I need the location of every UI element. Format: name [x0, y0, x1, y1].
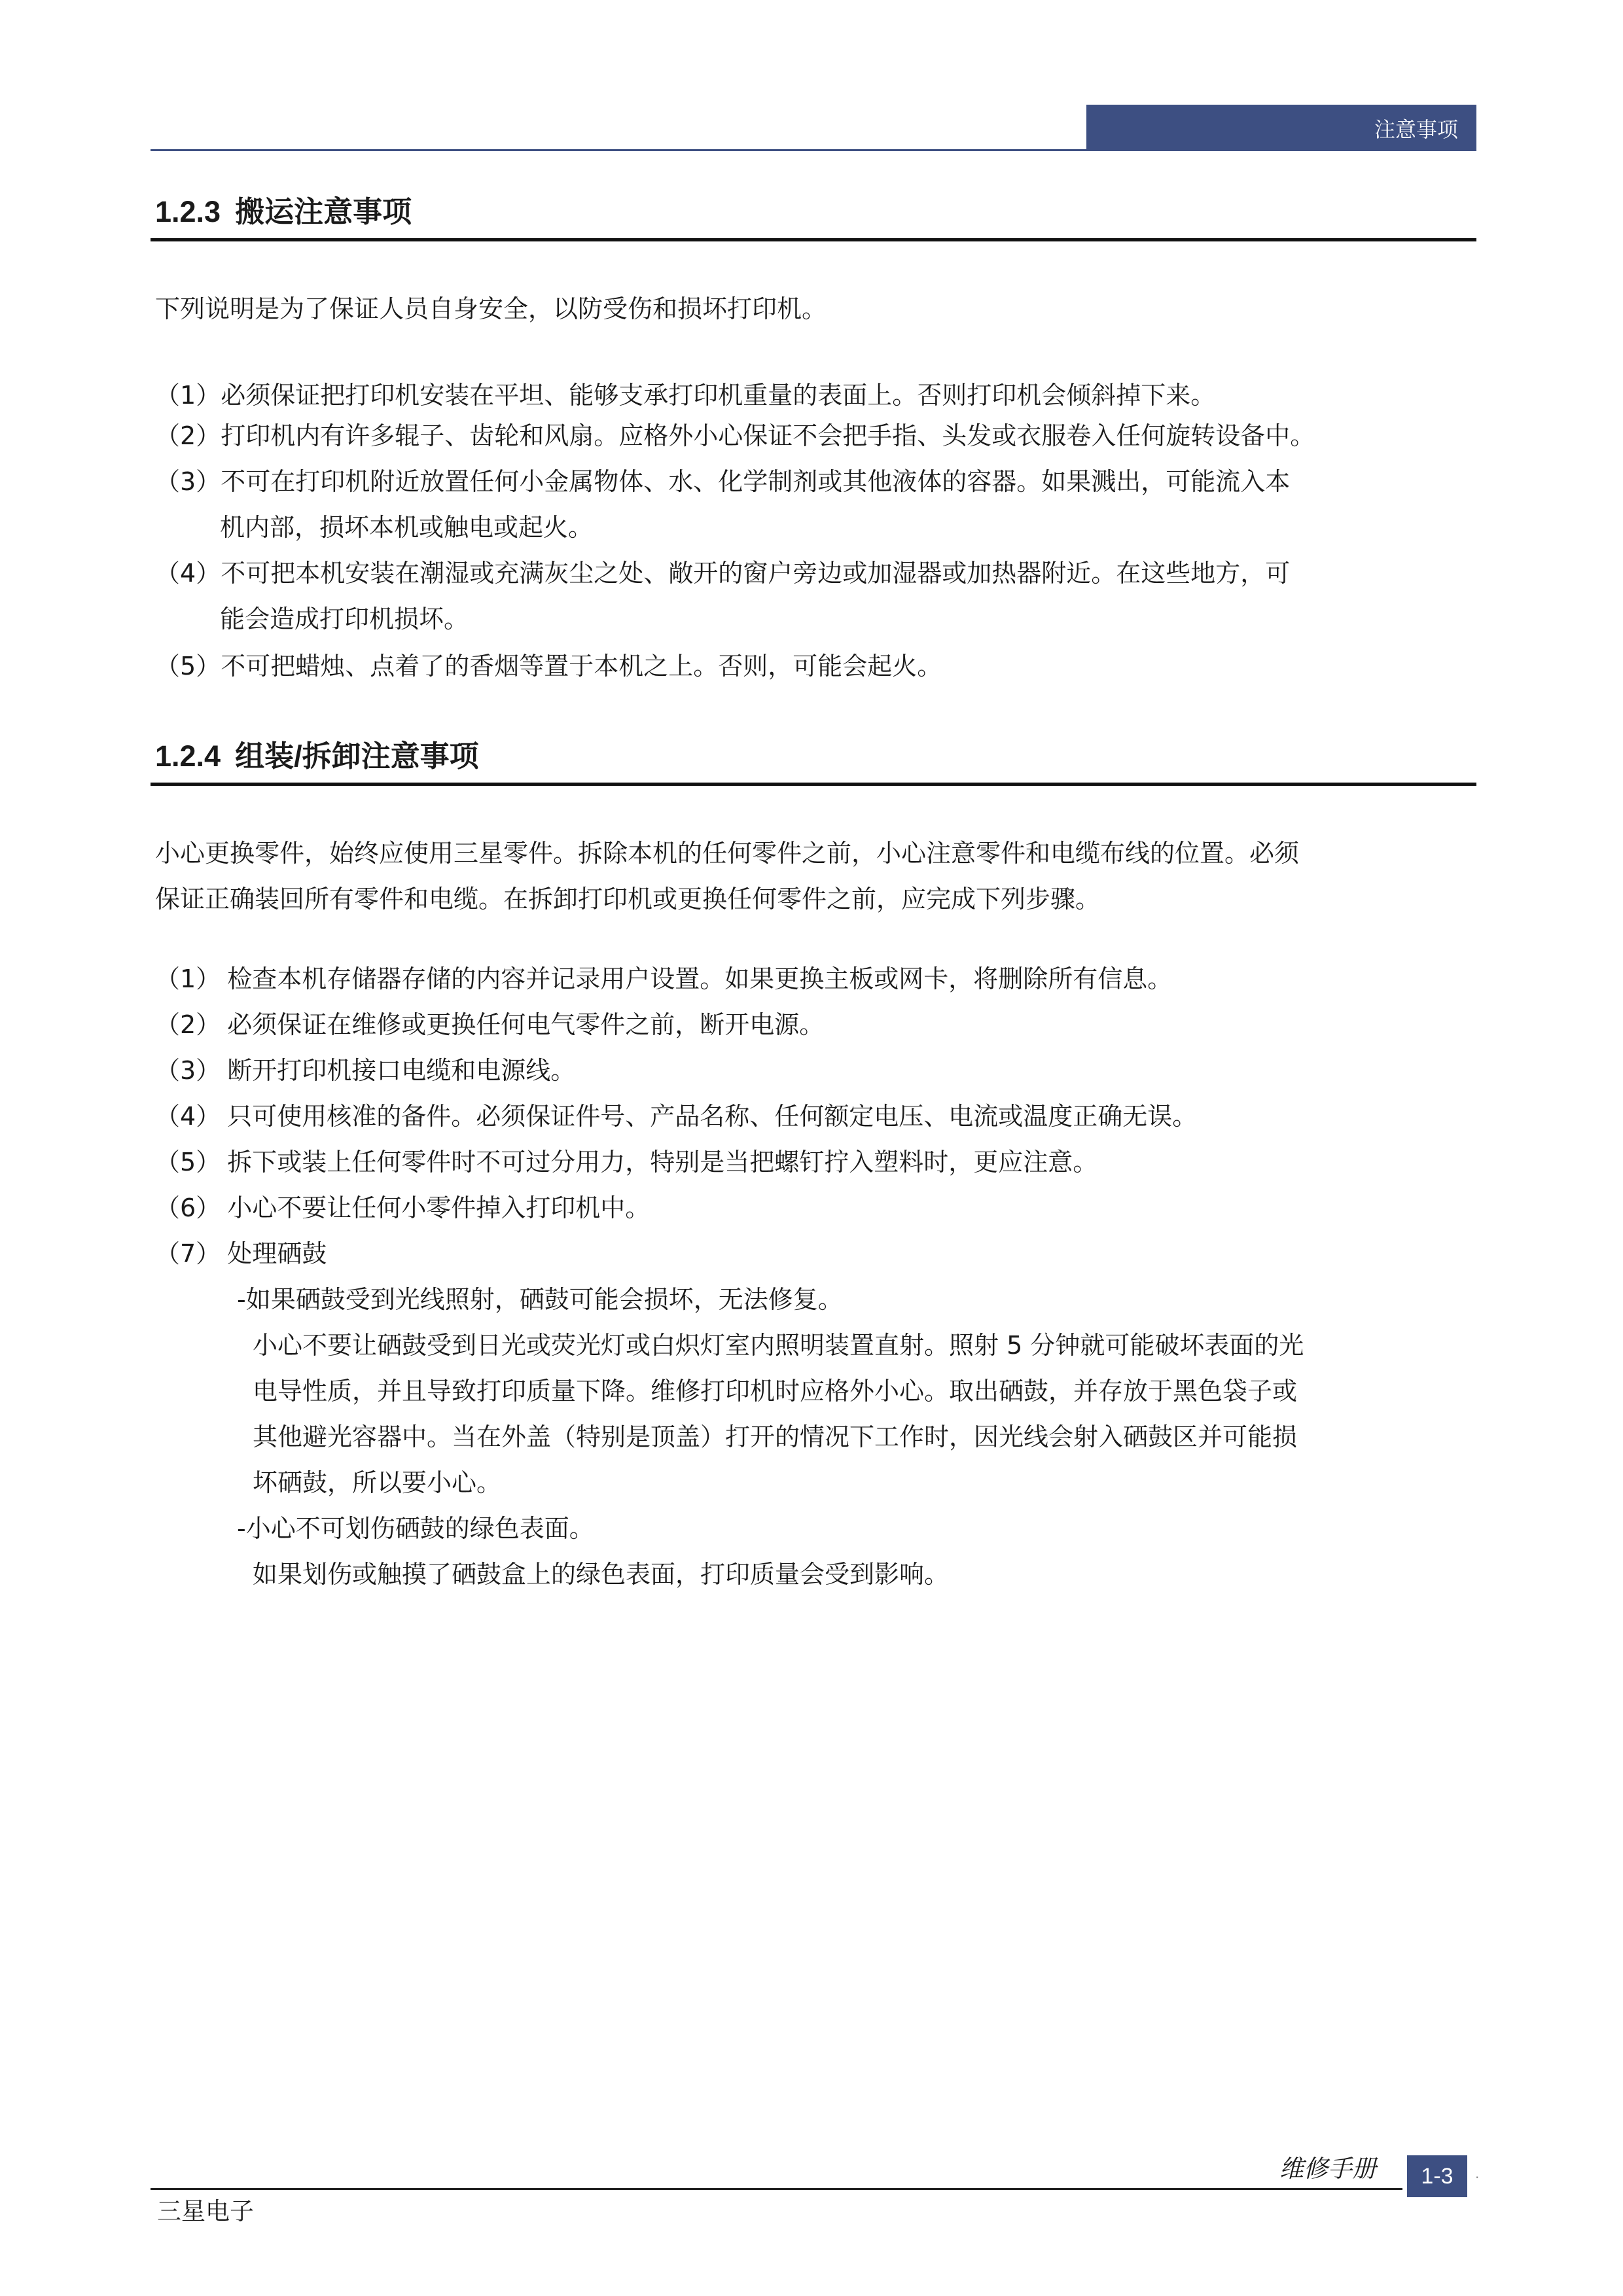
footer-company: 三星电子 [157, 2197, 254, 2225]
list-item-continuation: 机内部，损坏本机或触电或起火。 [220, 513, 594, 542]
page-number: 1-3 [1407, 2155, 1467, 2197]
list-text: 不可把本机安装在潮湿或充满灰尘之处、敞开的窗户旁边或加湿器或加热器附近。在这些地方，可 [221, 559, 1291, 588]
list-text: 检查本机存储器存储的内容并记录用户设置。如果更换主板或网卡，将删除所有信息。 [227, 964, 1173, 993]
footer-rule [151, 2188, 1402, 2190]
list-item [155, 1047, 575, 1094]
header-section-tab [1086, 105, 1476, 150]
list-text: 拆下或装上任何零件时不可过分用力，特别是当把螺钉拧入塑料时，更应注意。 [227, 1148, 1098, 1176]
list-marker: （3） [155, 467, 221, 496]
section-124-heading [155, 738, 479, 775]
list-text: 不可把蜡烛、点着了的香烟等置于本机之上。否则，可能会起火。 [221, 652, 942, 680]
list-text: 必须保证把打印机安装在平坦、能够支承打印机重量的表面上。否则打印机会倾斜掉下来。 [221, 381, 1216, 410]
drum-note-line: 坏硒鼓，所以要小心。 [253, 1468, 502, 1497]
list-text: 必须保证在维修或更换任何电气零件之前，断开电源。 [227, 1010, 825, 1039]
drum-note-line: 小心不要让硒鼓受到日光或荧光灯或白炽灯室内照明装置直射。照射 5 分钟就可能破坏表面的光 [253, 1331, 1304, 1360]
list-item [155, 955, 1172, 1002]
list-marker: （5） [155, 1148, 221, 1176]
list-item [155, 1139, 1097, 1186]
section-123-intro: 下列说明是为了保证人员自身安全，以防受伤和损坏打印机。 [155, 294, 827, 323]
list-item-continuation: 能会造成打印机损坏。 [220, 605, 469, 633]
list-marker: （4） [155, 559, 221, 588]
list-marker: （5） [155, 652, 221, 680]
list-text: 不可在打印机附近放置任何小金属物体、水、化学制剂或其他液体的容器。如果溅出，可能流入本 [221, 467, 1291, 496]
drum-note-line: -小心不可划伤硒鼓的绿色表面。 [237, 1514, 594, 1543]
list-item [155, 1093, 1197, 1140]
list-marker: （6） [155, 1193, 221, 1222]
header-section-label: 注意事项 [1374, 117, 1458, 142]
list-item [155, 1001, 824, 1048]
section-123-number: 1.2.3 [155, 195, 221, 228]
section-124-intro-line: 小心更换零件，始终应使用三星零件。拆除本机的任何零件之前，小心注意零件和电缆布线的位置。必须 [155, 839, 1300, 868]
list-marker: （7） [155, 1239, 221, 1268]
list-item [155, 550, 1290, 597]
drum-note-line: 其他避光容器中。当在外盖（特别是顶盖）打开的情况下工作时，因光线会射入硒鼓区并可能损 [253, 1422, 1298, 1451]
section-124-title: 组装/拆卸注意事项 [235, 739, 479, 773]
list-marker: （1） [155, 381, 221, 410]
list-item [155, 643, 942, 690]
list-item [155, 1184, 650, 1231]
section-124-rule [151, 783, 1476, 786]
list-item [155, 458, 1290, 505]
list-marker: （2） [155, 421, 221, 450]
list-text: 打印机内有许多辊子、齿轮和风扇。应格外小心保证不会把手指、头发或衣服卷入任何旋转设备中。 [221, 421, 1315, 450]
list-text: 小心不要让任何小零件掉入打印机中。 [227, 1193, 651, 1222]
drum-note-line: -如果硒鼓受到光线照射，硒鼓可能会损坏，无法修复。 [237, 1285, 843, 1314]
section-123-rule [151, 238, 1476, 241]
list-text: 断开打印机接口电缆和电源线。 [227, 1056, 576, 1085]
footer-dot: . [1475, 2166, 1480, 2181]
section-123-heading [155, 194, 412, 230]
section-124-intro-line: 保证正确装回所有零件和电缆。在拆卸打印机或更换任何零件之前，应完成下列步骤。 [155, 885, 1101, 913]
list-marker: （4） [155, 1102, 221, 1131]
header-rule [151, 149, 1476, 151]
drum-note-line: 如果划伤或触摸了硒鼓盒上的绿色表面，打印质量会受到影响。 [253, 1560, 950, 1589]
section-124-number: 1.2.4 [155, 739, 221, 773]
section-123-title: 搬运注意事项 [235, 195, 412, 228]
footer-manual-title: 维修手册 [1279, 2155, 1376, 2183]
list-item [155, 1230, 327, 1277]
list-marker: （3） [155, 1056, 221, 1085]
list-text: 处理硒鼓 [227, 1239, 327, 1268]
list-text: 只可使用核准的备件。必须保证件号、产品名称、任何额定电压、电流或温度正确无误。 [227, 1102, 1198, 1131]
list-marker: （2） [155, 1010, 221, 1039]
list-item [155, 412, 1315, 459]
list-marker: （1） [155, 964, 221, 993]
drum-note-line: 电导性质，并且导致打印质量下降。维修打印机时应格外小心。取出硒鼓，并存放于黑色袋子或 [253, 1377, 1298, 1405]
